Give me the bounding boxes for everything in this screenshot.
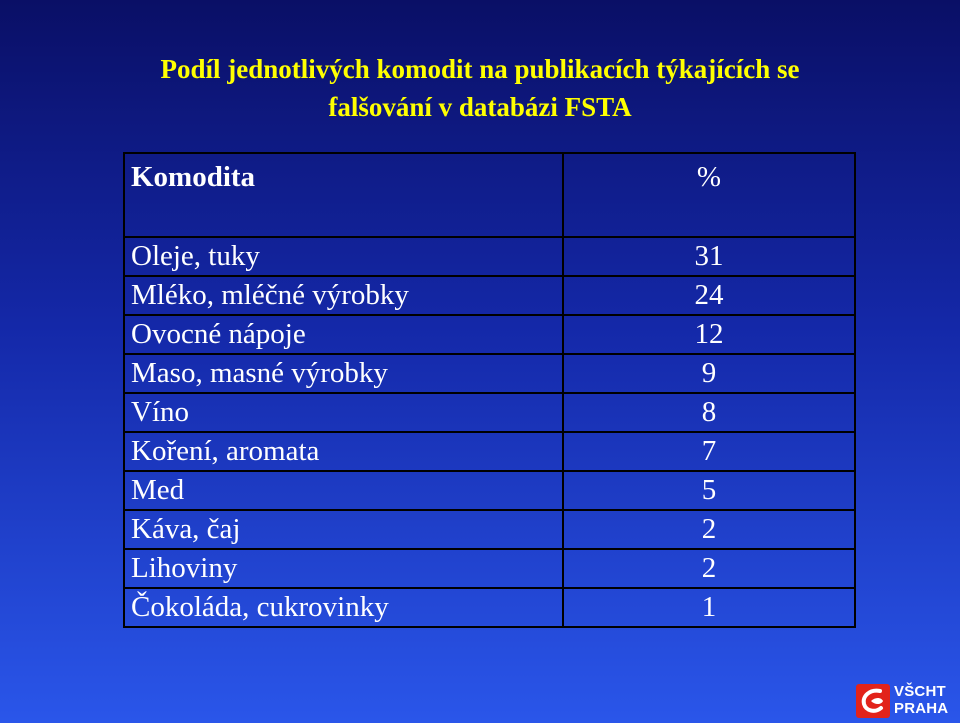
table-row [124,510,855,549]
row-value: 7 [563,432,855,471]
vscht-logo-text [894,683,948,717]
vscht-logo-mark-icon [856,684,890,718]
table-row [124,315,855,354]
table-header-row [124,153,855,237]
slide-title-line-2: falšování v databázi FSTA [328,92,632,122]
row-label: Oleje, tuky [124,237,563,276]
table-row [124,354,855,393]
row-value: 8 [563,393,855,432]
row-value: 1 [563,588,855,627]
row-label: Med [124,471,563,510]
table-row [124,588,855,627]
table-row [124,393,855,432]
slide-title [0,50,960,126]
row-value: 2 [563,549,855,588]
vscht-logo [856,682,956,720]
row-value: 31 [563,237,855,276]
row-value: 9 [563,354,855,393]
row-label: Mléko, mléčné výrobky [124,276,563,315]
header-commodity: Komodita [124,153,563,237]
row-value: 5 [563,471,855,510]
row-label: Ovocné nápoje [124,315,563,354]
row-label: Koření, aromata [124,432,563,471]
commodity-table [123,152,856,628]
row-label: Čokoláda, cukrovinky [124,588,563,627]
row-value: 24 [563,276,855,315]
row-label: Lihoviny [124,549,563,588]
table-row [124,237,855,276]
logo-line-1: VŠCHT [894,683,946,700]
row-label: Víno [124,393,563,432]
table-row [124,549,855,588]
table-row [124,432,855,471]
table-row [124,471,855,510]
header-percent: % [563,153,855,237]
row-value: 2 [563,510,855,549]
logo-line-2: PRAHA [894,700,949,717]
row-label: Káva, čaj [124,510,563,549]
row-value: 12 [563,315,855,354]
slide-title-line-1: Podíl jednotlivých komodit na publikacích týkajících se [160,54,800,84]
row-label: Maso, masné výrobky [124,354,563,393]
table-row [124,276,855,315]
